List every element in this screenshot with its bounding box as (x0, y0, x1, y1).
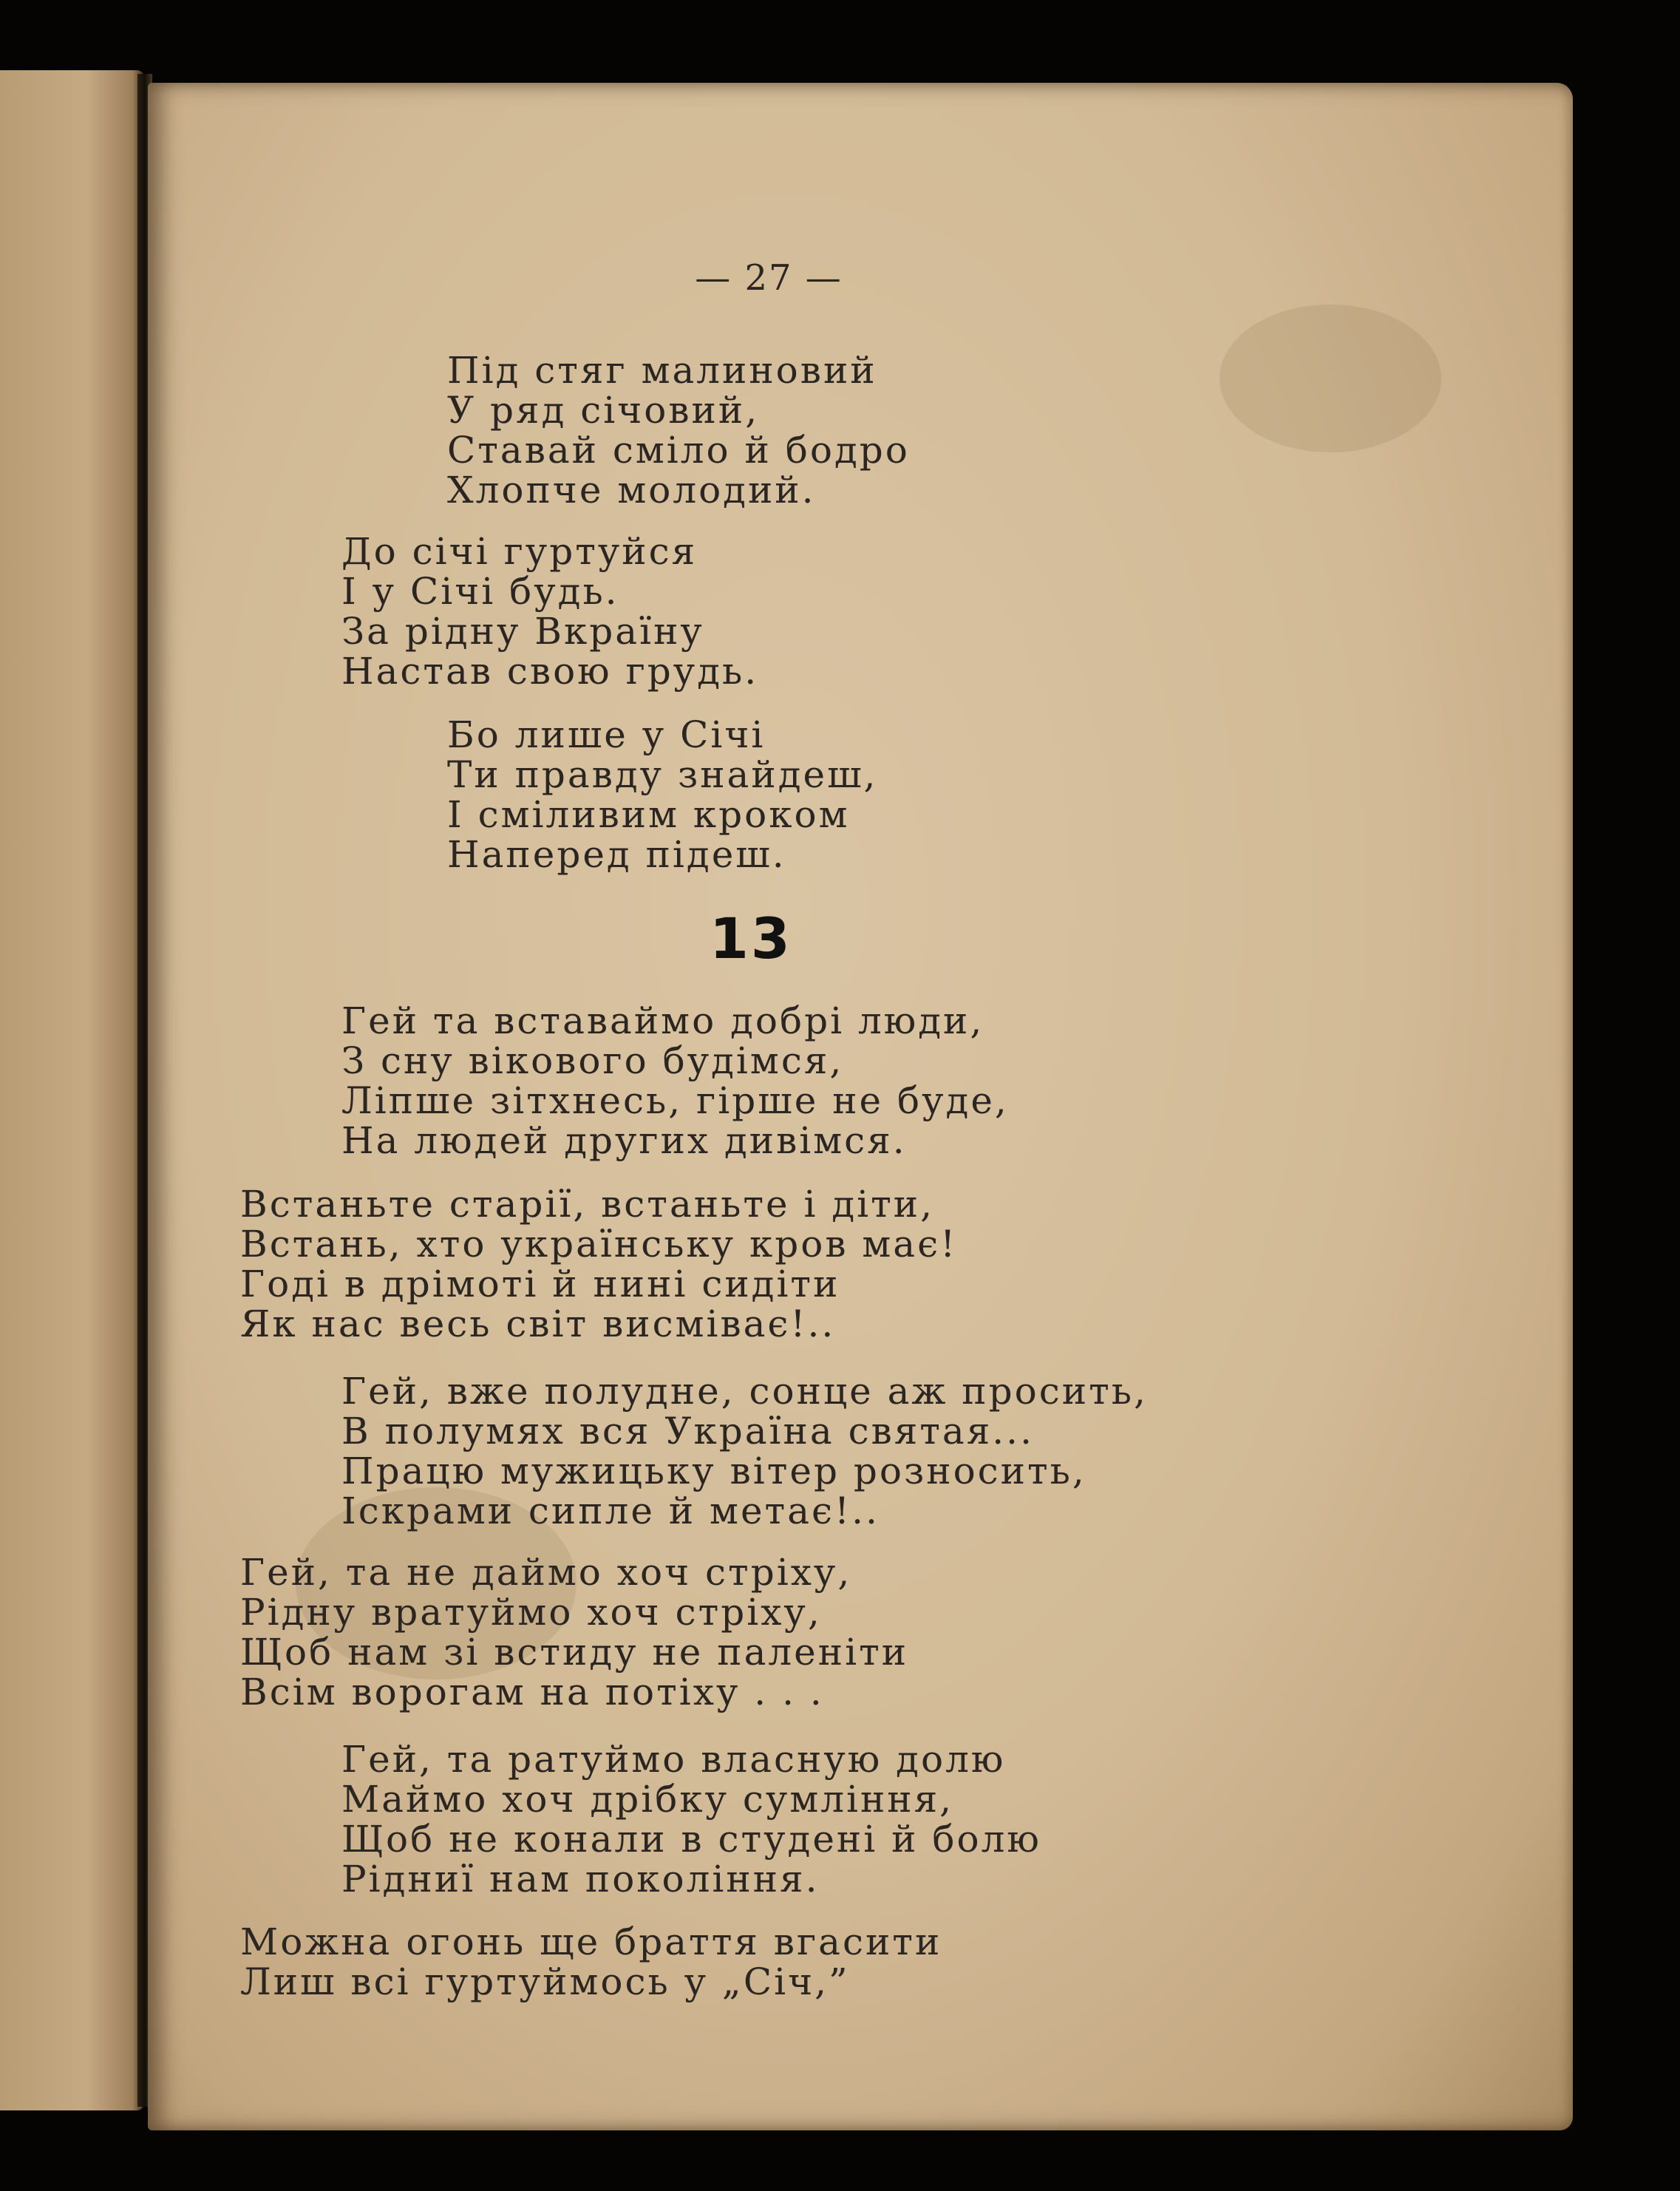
verse-line: Ставай сміло й бодро (447, 429, 910, 472)
verse-line: Настав свою грудь. (341, 650, 759, 693)
stanza (447, 350, 910, 510)
verse-line: І у Січі будь. (341, 570, 619, 613)
stanza (341, 531, 758, 691)
stanza (341, 1739, 1041, 1899)
verse-line: У ряд січовий, (447, 389, 760, 432)
verse-line: Встаньте старії, встаньте і діти, (240, 1183, 935, 1226)
verse-line: Хлопче молодий. (447, 469, 816, 512)
verse-line: Можна огонь ще браття вгасити (240, 1920, 942, 1963)
verse-line: Щоб не конали в студені й болю (341, 1818, 1041, 1861)
verse-line: Гей, та ратуймо власную долю (341, 1738, 1006, 1781)
verse-line: Як нас весь світ висміває!.. (240, 1302, 836, 1345)
verse-line: Ти правду знайдеш, (447, 753, 878, 796)
verse-line: Гей, вже полудне, сонце аж просить, (341, 1370, 1148, 1413)
verse-line: І сміливим кроком (447, 793, 850, 836)
verse-line: В полумях вся Україна святая... (341, 1410, 1034, 1453)
stanza (240, 1552, 908, 1712)
stanza (240, 1184, 957, 1344)
paper-stain (1220, 305, 1441, 452)
verse-line: До січі гуртуйся (341, 530, 698, 573)
verse-line: Всім ворогам на потіху . . . (240, 1671, 824, 1713)
verse-line: Маймо хоч дрібку сумління, (341, 1778, 954, 1821)
stanza (447, 715, 877, 874)
verse-line: Рідну вратуймо хоч стріху, (240, 1591, 822, 1634)
verse-line: Щоб нам зі встиду не паленіти (240, 1631, 909, 1674)
poem-number: 13 (710, 906, 792, 971)
verse-line: Годі в дрімоті й нині сидіти (240, 1263, 840, 1305)
verse-line: З сну вікового будімся, (341, 1039, 844, 1082)
stanza (341, 1001, 1009, 1161)
page-number: — 27 — (695, 257, 843, 299)
left-page-edge (0, 70, 144, 2110)
verse-line: Гей, та не даймо хоч стріху, (240, 1551, 852, 1594)
stanza (240, 1922, 942, 2002)
verse-line: Лиш всі гуртуймось у „Січ,” (240, 1960, 850, 2003)
verse-line: За рідну Вкраїну (341, 610, 704, 653)
verse-line: Під стяг малиновий (447, 349, 877, 392)
verse-line: Бо лише у Січі (447, 713, 766, 756)
verse-line: Іскрами сипле й метає!.. (341, 1489, 880, 1532)
verse-line: Ліпше зітхнесь, гірше не буде, (341, 1079, 1009, 1122)
verse-line: На людей других дивімся. (341, 1119, 907, 1162)
verse-line: Встань, хто українську кров має! (240, 1223, 958, 1266)
verse-line: Рідниї нам покоління. (341, 1858, 820, 1900)
verse-line: Працю мужицьку вітер розносить, (341, 1450, 1086, 1492)
verse-line: Наперед підеш. (447, 833, 786, 876)
verse-line: Гей та вставаймо добрі люди, (341, 999, 984, 1042)
stanza (341, 1371, 1148, 1531)
